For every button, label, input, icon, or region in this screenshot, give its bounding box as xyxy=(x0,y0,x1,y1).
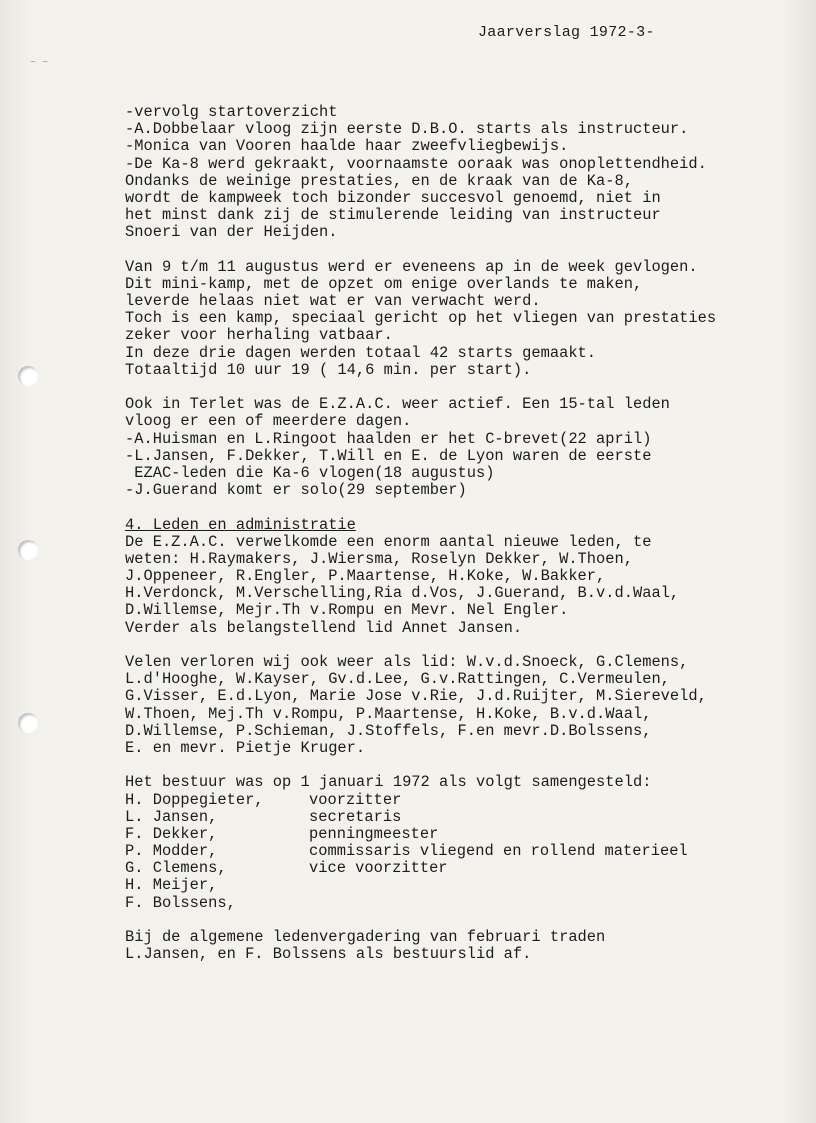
text-line: -De Ka-8 werd gekraakt, voornaamste ooraak was onoplettendheid. xyxy=(125,154,707,173)
corner-mark: ~ ~ xyxy=(30,58,49,69)
section-vervolg xyxy=(125,104,785,242)
text-line: D.Willemse, Mejr.Th v.Rompu en Mevr. Nel Engler. xyxy=(125,601,569,620)
text-line: Van 9 t/m 11 augustus werd er eveneens ap in de week gevlogen. xyxy=(125,257,698,276)
board-member-name: F. Bolssens, xyxy=(125,893,236,912)
section-verloren xyxy=(125,654,785,757)
board-member-name: H. Doppegieter, xyxy=(125,790,264,809)
text-line: Ondanks de weinige prestaties, en de kraak van de Ka-8, xyxy=(125,171,633,190)
section-closing xyxy=(125,929,785,963)
text-line: D.Willemse, P.Schieman, J.Stoffels, F.en mevr.D.Bolssens, xyxy=(125,721,652,740)
text-line: -J.Guerand komt er solo(29 september) xyxy=(125,481,467,500)
text-line: Verder als belangstellend lid Annet Jansen. xyxy=(125,618,523,637)
board-member-name: P. Modder, xyxy=(125,842,218,861)
text-line: wordt de kampweek toch bizonder succesvol genoemd, niet in xyxy=(125,188,661,207)
section-terlet xyxy=(125,396,785,499)
board-member-name: L. Jansen, xyxy=(125,807,218,826)
punch-hole xyxy=(18,713,38,733)
text-line: -A.Dobbelaar vloog zijn eerste D.B.O. starts als instructeur. xyxy=(125,120,689,139)
punch-hole xyxy=(18,540,38,560)
text-line: E. en mevr. Pietje Kruger. xyxy=(125,738,366,757)
board-member-role: commissaris vliegend en rollend materieel xyxy=(309,842,688,861)
text-line: -vervolg startoverzicht xyxy=(125,103,338,121)
text-line: W.Thoen, Mej.Th v.Rompu, P.Maartense, H.Koke, B.v.d.Waal, xyxy=(125,704,652,723)
text-line: J.Oppeneer, R.Engler, P.Maartense, H.Koke, W.Bakker, xyxy=(125,567,606,586)
section-augustus xyxy=(125,259,785,379)
text-line: Toch is een kamp, speciaal gericht op het vliegen van prestaties xyxy=(125,309,717,328)
text-line: Totaaltijd 10 uur 19 ( 14,6 min. per start). xyxy=(125,360,532,379)
text-line: Snoeri van der Heijden. xyxy=(125,223,338,242)
text-line: EZAC-leden die Ka-6 vlogen(18 augustus) xyxy=(125,463,495,482)
board-member-role xyxy=(309,895,785,912)
text-line: G.Visser, E.d.Lyon, Marie Jose v.Rie, J.d.Ruijter, M.Siereveld, xyxy=(125,687,707,706)
document-body xyxy=(125,104,785,963)
board-table xyxy=(125,792,785,912)
text-line: Bij de algemene ledenvergadering van februari traden xyxy=(125,928,606,946)
text-line: L.d'Hooghe, W.Kayser, Gv.d.Lee, G.v.Rattingen, C.Vermeulen, xyxy=(125,670,670,689)
board-member-role: vice voorzitter xyxy=(309,859,448,878)
text-line: Dit mini-kamp, met de opzet om enige overlands te maken, xyxy=(125,274,643,293)
text-line: -Monica van Vooren haalde haar zweefvliegbewijs. xyxy=(125,137,569,156)
text-line: weten: H.Raymakers, J.Wiersma, Roselyn Dekker, W.Thoen, xyxy=(125,549,633,568)
board-member-role: secretaris xyxy=(309,807,402,826)
board-member-name: G. Clemens, xyxy=(125,859,227,878)
text-line: zeker voor herhaling vatbaar. xyxy=(125,326,393,345)
text-line: Velen verloren wij ook weer als lid: W.v.d.Snoeck, G.Clemens, xyxy=(125,653,689,671)
board-member-role: penningmeester xyxy=(309,824,439,843)
text-line: H.Verdonck, M.Verschelling,Ria d.Vos, J.Guerand, B.v.d.Waal, xyxy=(125,584,680,603)
text-line: vloog er een of meerdere dagen. xyxy=(125,412,412,431)
text-line: het minst dank zij de stimulerende leiding van instructeur xyxy=(125,206,661,225)
board-member-role: voorzitter xyxy=(309,790,402,809)
text-line: -L.Jansen, F.Dekker, T.Will en E. de Lyon waren de eerste xyxy=(125,446,652,465)
text-line: De E.Z.A.C. verwelkomde een enorm aantal nieuwe leden, te xyxy=(125,532,652,551)
section-heading: 4. Leden en administratie xyxy=(125,515,356,534)
section-bestuur xyxy=(125,774,785,912)
text-line: L.Jansen, en F. Bolssens als bestuurslid af. xyxy=(125,945,532,964)
text-line: Ook in Terlet was de E.Z.A.C. weer actief. Een 15-tal leden xyxy=(125,395,670,414)
page-header: Jaarverslag 1972-3- xyxy=(478,24,655,41)
text-line: In deze drie dagen werden totaal 42 starts gemaakt. xyxy=(125,343,597,362)
board-member-name: F. Dekker, xyxy=(125,824,218,843)
board-intro: Het bestuur was op 1 januari 1972 als volgt samengesteld: xyxy=(125,773,652,792)
text-line: leverde helaas niet wat er van verwacht werd. xyxy=(125,292,541,311)
punch-hole xyxy=(18,366,38,386)
text-line: -A.Huisman en L.Ringoot haalden er het C-brevet(22 april) xyxy=(125,429,652,448)
section-leden xyxy=(125,517,785,637)
board-member-role xyxy=(309,877,785,894)
board-member-name: H. Meijer, xyxy=(125,876,218,895)
